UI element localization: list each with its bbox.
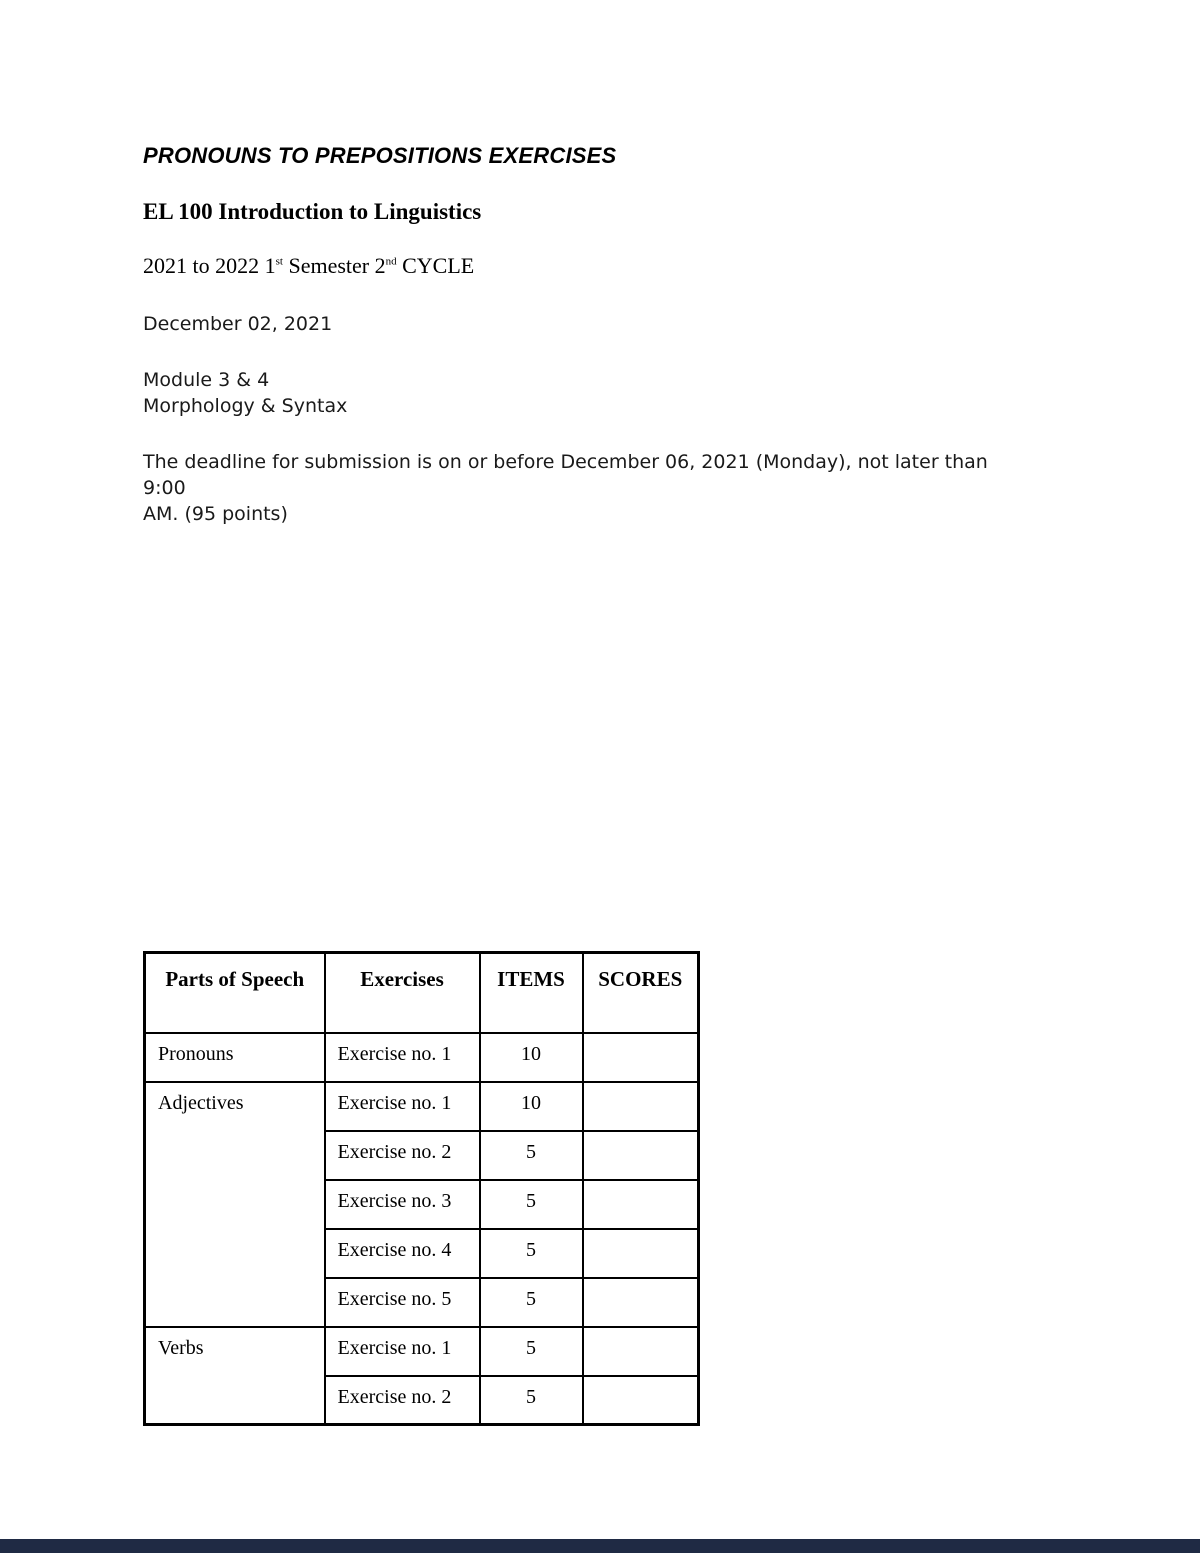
table-row	[145, 1327, 699, 1376]
deadline-paragraph	[143, 449, 1030, 527]
part-of-speech-cell: Verbs	[145, 1327, 325, 1425]
col-header-scores: SCORES	[583, 953, 699, 1033]
part-of-speech-cell: Adjectives	[145, 1082, 325, 1327]
footer-bar	[0, 1539, 1200, 1553]
score-cell	[583, 1180, 699, 1229]
table-row	[145, 1033, 699, 1082]
date-line: December 02, 2021	[143, 313, 333, 335]
scores-table	[143, 951, 700, 1426]
semester-superscript-nd: nd	[385, 255, 397, 268]
col-header-parts-of-speech: Parts of Speech	[145, 953, 325, 1033]
col-header-exercises: Exercises	[325, 953, 480, 1033]
score-cell	[583, 1327, 699, 1376]
module-line: Module 3 & 4	[143, 369, 270, 392]
items-cell: 10	[480, 1033, 583, 1082]
items-cell: 5	[480, 1327, 583, 1376]
score-cell	[583, 1229, 699, 1278]
header-row	[145, 953, 699, 1033]
score-cell	[583, 1376, 699, 1425]
exercise-cell: Exercise no. 3	[325, 1180, 480, 1229]
semester-text-part3: CYCLE	[396, 253, 475, 278]
part-of-speech-cell: Pronouns	[145, 1033, 325, 1082]
exercise-cell: Exercise no. 1	[325, 1327, 480, 1376]
semester-line	[143, 253, 1030, 279]
semester-superscript-st: st	[275, 255, 283, 268]
items-cell: 5	[480, 1180, 583, 1229]
exercise-cell: Exercise no. 5	[325, 1278, 480, 1327]
exercise-cell: Exercise no. 2	[325, 1131, 480, 1180]
items-cell: 5	[480, 1229, 583, 1278]
deadline-line-2: AM. (95 points)	[143, 503, 288, 526]
semester-text-part1: 2021 to 2022 1	[143, 253, 276, 278]
col-header-items: ITEMS	[480, 953, 583, 1033]
exercise-cell: Exercise no. 2	[325, 1376, 480, 1425]
table-row	[145, 1082, 699, 1131]
module-paragraph	[143, 367, 1030, 419]
score-cell	[583, 1278, 699, 1327]
deadline-line-1: The deadline for submission is on or before December 06, 2021 (Monday), not later than 9:00	[143, 451, 988, 500]
course-title: EL 100 Introduction to Linguistics	[143, 199, 482, 224]
topic-line: Morphology & Syntax	[143, 395, 348, 418]
exercise-cell: Exercise no. 1	[325, 1033, 480, 1082]
score-cell	[583, 1033, 699, 1082]
items-cell: 5	[480, 1278, 583, 1327]
document-title: PRONOUNS TO PREPOSITIONS EXERCISES	[143, 143, 617, 168]
score-cell	[583, 1082, 699, 1131]
items-cell: 10	[480, 1082, 583, 1131]
score-cell	[583, 1131, 699, 1180]
scores-table-header	[145, 953, 699, 1033]
semester-text-part2: Semester 2	[282, 253, 386, 278]
items-cell: 5	[480, 1131, 583, 1180]
items-cell: 5	[480, 1376, 583, 1425]
exercise-cell: Exercise no. 4	[325, 1229, 480, 1278]
exercise-cell: Exercise no. 1	[325, 1082, 480, 1131]
scores-table-body	[145, 1033, 699, 1425]
